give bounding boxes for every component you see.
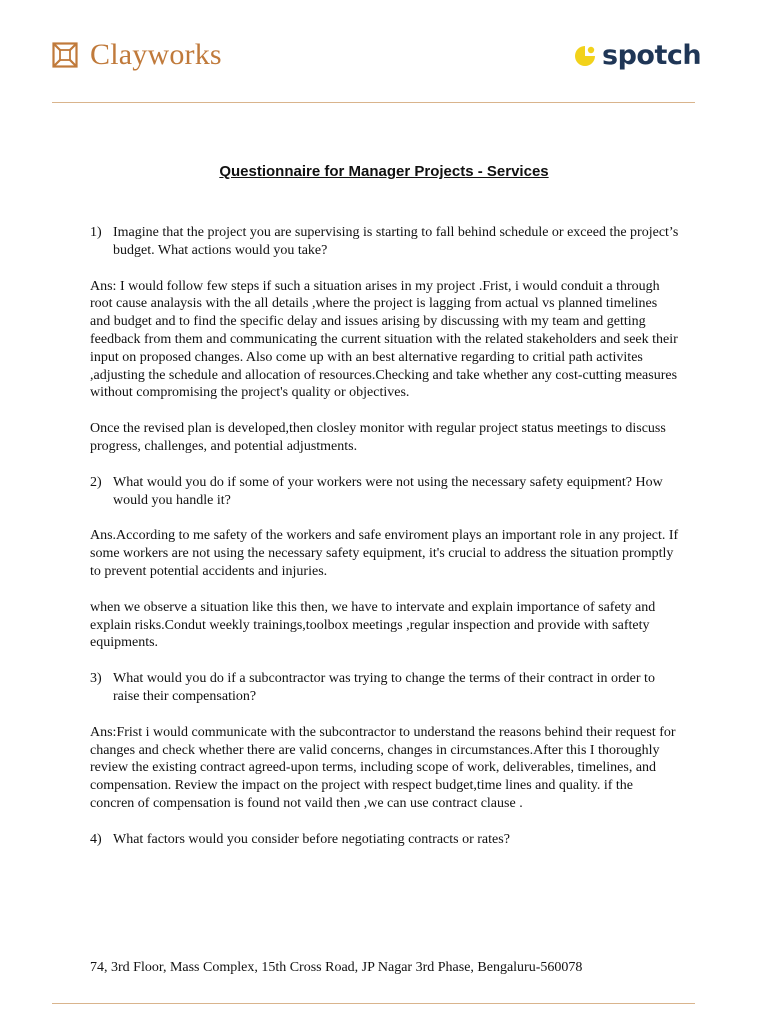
question-2	[90, 474, 680, 510]
question-4	[90, 831, 680, 849]
question-text: Imagine that the project you are supervising is starting to fall behind schedule or exceed the project’s budget. What actions would you take?	[113, 225, 679, 258]
question-number: 1)	[90, 225, 102, 240]
page-header	[0, 0, 768, 110]
question-3	[90, 670, 680, 706]
question-text: What would you do if a subcontractor was trying to change the terms of their contract in order to raise their compensation?	[113, 671, 655, 704]
question-number: 4)	[90, 831, 102, 847]
answer-paragraph: Ans: I would follow few steps if such a situation arises in my project .Frist, i would conduit a through root cause analaysis with the all details ,where the project is lagging from actual vs planned timelines and budget and to find the specific delay and issues arising by discussing with my team and getting feedback from them and communicating the current situation with the related stakeholders and seek their input on proposed changes. Also come up with an best alternative regarding to critial path activites ,adjusting the schedule and allocation of resources.Checking and take whether any cost-cutting measures without compromising the project's quality or objectives.	[90, 278, 678, 401]
question-number: 3)	[90, 671, 102, 687]
clayworks-wordmark: Clayworks	[90, 38, 222, 71]
questionnaire-body	[90, 224, 680, 867]
question-text: What factors would you consider before negotiating contracts or rates?	[113, 831, 510, 847]
clayworks-logo	[52, 38, 222, 72]
footer-divider	[52, 1003, 695, 1004]
header-divider	[52, 102, 695, 103]
spotch-mark-icon	[572, 43, 598, 69]
page-title: Questionnaire for Manager Projects - Services	[219, 163, 549, 180]
answer-paragraph: Ans:Frist i would communicate with the subcontractor to understand the reasons behind their request for changes and check whether there are valid concerns, changes in circumstances.After this I thoroughly review the existing contract agreed-upon terms, including scope of work, deliverables, timelines, and compensation. Review the impact on the project with respect budget,time lines and quality. if the concren of compensation is found not vaild then ,we can use contract clause .	[90, 724, 676, 811]
spotch-wordmark: spotch	[602, 40, 702, 71]
answer-paragraph: Ans.According to me safety of the workers and safe enviroment plays an important role in any project. If some workers are not using the necessary safety equipment, it's crucial to address the situation promptly to prevent potential accidents and injuries.	[90, 528, 679, 579]
question-1	[90, 224, 680, 260]
answer-paragraph: when we observe a situation like this then, we have to intervate and explain importance of safety and explain risks.Condut weekly trainings,toolbox meetings ,regular inspection and provide with saftety equipments.	[90, 599, 656, 651]
footer-address: 74, 3rd Floor, Mass Complex, 15th Cross Road, JP Nagar 3rd Phase, Bengaluru-560078	[90, 960, 583, 975]
answer-paragraph: Once the revised plan is developed,then closley monitor with regular project status meetings to discuss progress, challenges, and potential adjustments.	[90, 421, 666, 454]
question-number: 2)	[90, 474, 102, 490]
question-text: What would you do if some of your workers were not using the necessary safety equipment? How would you handle it?	[113, 474, 663, 508]
clayworks-mark-icon	[52, 42, 78, 68]
spotch-logo	[572, 40, 701, 71]
